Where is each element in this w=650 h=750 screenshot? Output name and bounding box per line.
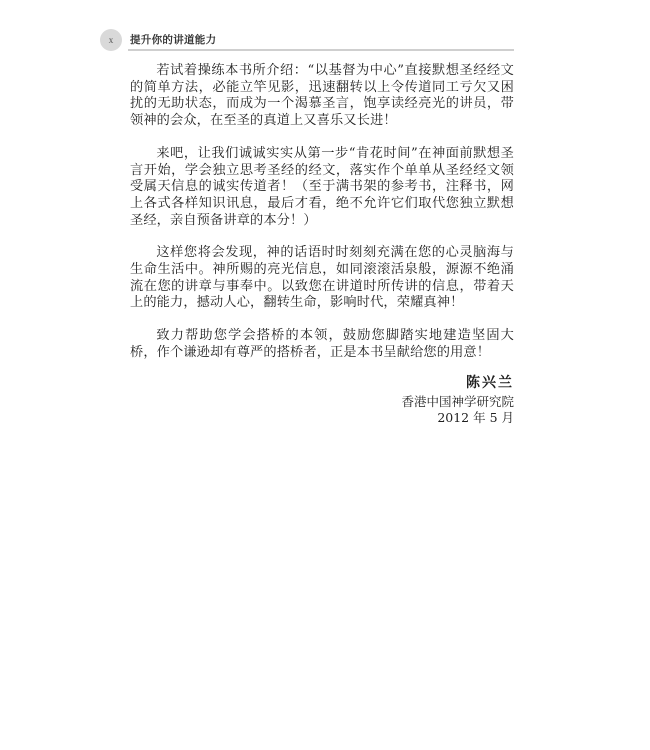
paragraph-4: 致力帮助您学会搭桥的本领，鼓励您脚踏实地建造坚固大桥，作个谦逊却有尊严的搭桥者，正是本书呈献给您的用意！ xyxy=(130,328,514,360)
page-number-badge: x xyxy=(100,29,122,51)
paragraph-2: 来吧，让我们诚诚实实从第一步“肯花时间”在神面前默想圣言开始，学会独立思考圣经的经文，落实作个单单从圣经经文领受属天信息的诚实传道者！（至于满书架的参考书，注释书，网上各式各样知识讯息，最后才看，绝不允许它们取代您独立默想圣经，亲自预备讲章的本分！） xyxy=(130,145,514,228)
signature-date: 2012 年 5 月 xyxy=(437,410,514,425)
author-institution: 香港中国神学研究院 xyxy=(401,394,514,409)
body-text xyxy=(130,63,514,378)
paragraph-1: 若试着操练本书所介绍：“以基督为中心”直接默想圣经经文的简单方法，必能立竿见影，迅速翻转以上令传道同工亏欠又困扰的无助状态，而成为一个渴慕圣言，饱享读经亮光的讲员，带领神的会众，在至圣的真道上又喜乐又长进！ xyxy=(130,63,514,129)
running-title: 提升你的讲道能力 xyxy=(130,34,217,46)
header-divider xyxy=(128,49,514,51)
paragraph-3: 这样您将会发现，神的话语时时刻刻充满在您的心灵脑海与生命生活中。神所赐的亮光信息，如同滚滚活泉般，源源不绝涌流在您的讲章与事奉中。以致您在讲道时所传讲的信息，带着天上的能力，撼动人心，翻转生命，影响时代，荣耀真神！ xyxy=(130,245,514,311)
signature-block xyxy=(401,374,514,426)
author-name: 陈兴兰 xyxy=(466,375,514,391)
page-header xyxy=(100,29,514,53)
